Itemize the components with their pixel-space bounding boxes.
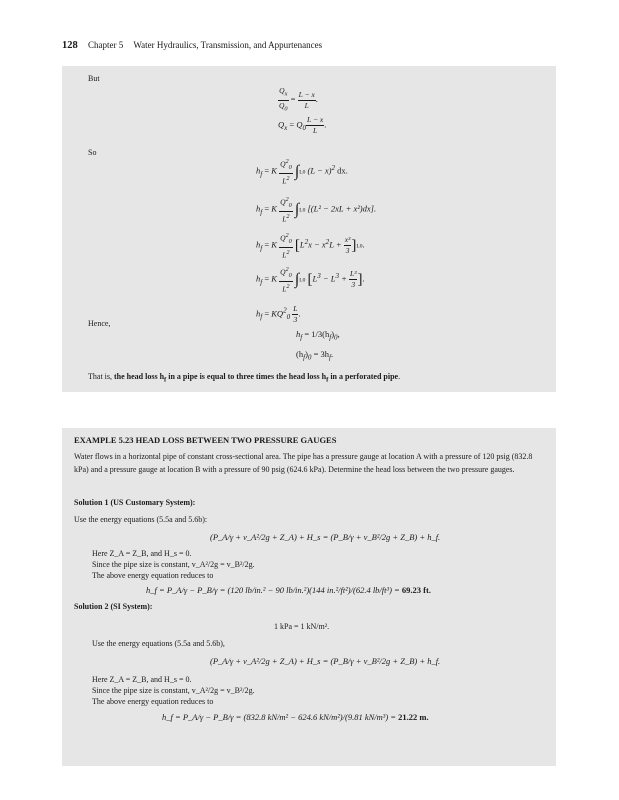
conclusion-text: That is, the head loss $h_f$ in a pipe is equal to three times the head loss $h_f$ in a perforated pipe. [88,372,401,384]
solution2-line3: The above energy equation reduces to [92,697,214,706]
solution2-conversion: 1 kPa = 1 kN/m². [274,622,330,631]
page-number: 128 [62,40,78,51]
page-header [62,40,322,51]
example-problem: Water flows in a horizontal pipe of constant cross-sectional area. The pipe has a pressure gauge at location A with a pressure of 120 psig (832.8 kPa) and a pressure gauge at location B with a pressure of 90 psig (624.6 kPa). Determine the head loss between the two pressure gauges. [74,452,533,474]
but-label: But [88,74,100,83]
solution1-title: Solution 1 (US Customary System): [74,498,196,507]
solution1-intro: Use the energy equations (5.5a and 5.6b): [74,515,208,524]
solution1-line2: Since the pipe size is constant, v_A²/2g = v_B²/2g. [92,560,255,569]
derivation-box [62,66,556,392]
solution2-energy-equation: (P_A/γ + v_A²/2g + Z_A) + H_s = (P_B/γ + v_B²/2g + Z_B) + h_f. [210,656,441,666]
solution2-title: Solution 2 (SI System): [74,602,153,611]
equation-hf-substituted: $h_f = K$ $\frac{Q^2_0}{L^2}$ ∫L0 [$L^3 - L^3$ + $\frac{\text{L³}}{3}$ ]. [256,266,365,294]
solution1-line1: Here Z_A = Z_B, and H_s = 0. [92,549,192,558]
so-label: So [88,148,97,157]
equation-hf-final: $h_f = KQ^2_0$ $\frac{L}{3}$ . [256,304,301,324]
equation-qx: $Q_x = Q_0$ $\frac{L - x}{L}$ . [278,115,327,135]
equation-hf-third: $h_f = 1/3(h_f)_0$, [296,329,340,342]
hence-label: Hence, [88,319,111,328]
solution1-result: h_f = P_A/γ − P_B/γ = (120 lb/in.² − 90 lb/in.²)(144 in.²/ft²)/(62.4 lb/ft³) = 69.23 ft. [146,585,431,595]
solution2-line2: Since the pipe size is constant, v_A²/2g = v_B²/2g. [92,686,255,695]
solution2-intro: Use the energy equations (5.5a and 5.6b), [92,639,225,648]
solution2-result: h_f = P_A/γ − P_B/γ = (832.8 kN/m² − 624.6 kN/m²)/(9.81 kN/m³) = 21.22 m. [162,712,429,722]
equation-hf-integral-1: $h_f = K$ $\frac{Q^2_0}{L^2}$ ∫L0 $(L - x)^2$ dx. [256,158,348,186]
equation-qx-ratio: $\frac{Q_x}{Q_0}$ = $\frac{L - x}{L}$ . [279,86,318,112]
chapter-label: Chapter 5 [88,40,124,50]
solution2-line1: Here Z_A = Z_B, and H_s = 0. [92,675,192,684]
solution1-line3: The above energy equation reduces to [92,571,214,580]
chapter-title: Water Hydraulics, Transmission, and Appurtenances [133,40,323,50]
equation-hf-evaluated: $h_f = K$ $\frac{Q^2_0}{L^2}$ [$L^2x - x^2L$ + $\frac{\text{x³}}{3}$ ]L0. [256,232,365,260]
example-title: EXAMPLE 5.23 HEAD LOSS BETWEEN TWO PRESSURE GAUGES [74,435,337,445]
example-box [62,428,556,766]
solution1-energy-equation: (P_A/γ + v_A²/2g + Z_A) + H_s = (P_B/γ + v_B²/2g + Z_B) + h_f. [210,532,441,542]
equation-hf0-triple: $(h_f)_0 = 3h_f$. [296,349,334,362]
equation-hf-integral-2: $h_f = K$ $\frac{Q^2_0}{L^2}$ ∫L0 [(L² − 2xL + x²)dx]. [256,196,377,224]
